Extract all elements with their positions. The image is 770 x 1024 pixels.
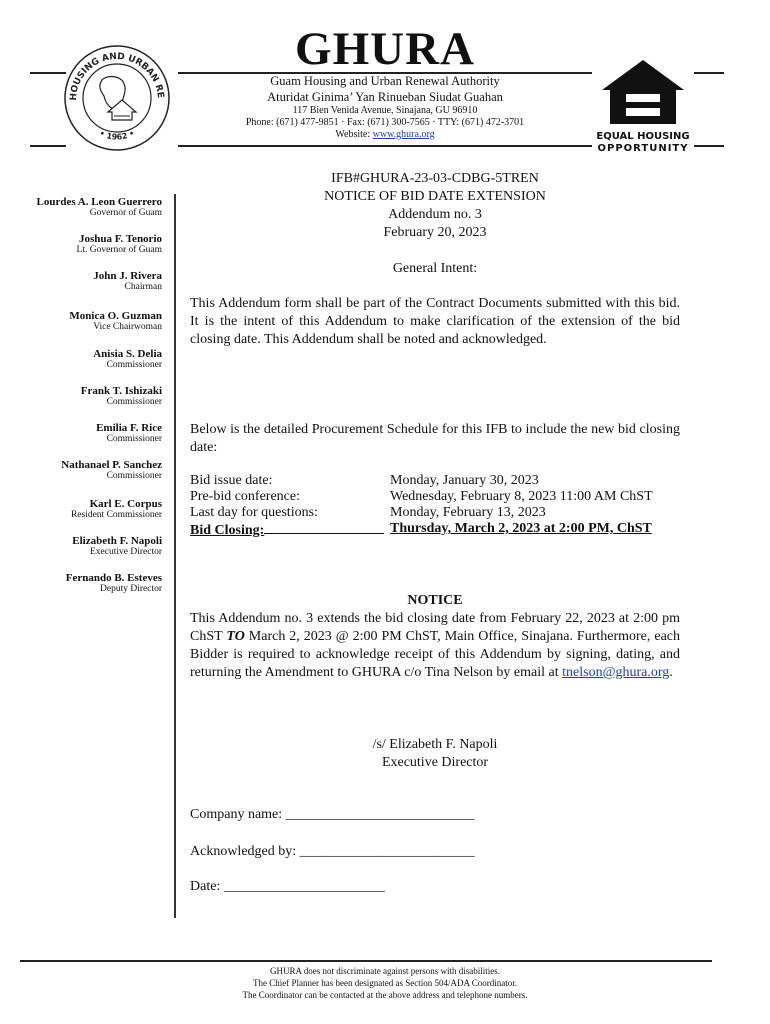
- org-name: Guam Housing and Urban Renewal Authority: [270, 74, 500, 88]
- website-link[interactable]: www.ghura.org: [372, 129, 435, 140]
- svg-text:OPPORTUNITY: OPPORTUNITY: [597, 143, 689, 154]
- header-rule-left-bottom: [30, 145, 66, 147]
- board-member-name: Emilia F. Rice: [96, 422, 162, 434]
- board-member-title: Executive Director: [89, 547, 162, 557]
- header-rule-left-top: [30, 72, 66, 74]
- company-name-field[interactable]: Company name: ___________________________: [190, 807, 475, 822]
- date-field[interactable]: Date: _______________________: [190, 879, 385, 894]
- schedule-value: Monday, February 13, 2023: [390, 505, 546, 520]
- board-member-name: Fernando B. Esteves: [65, 572, 162, 584]
- acknowledged-by-field[interactable]: Acknowledged by: _________________________: [190, 844, 475, 859]
- board-member-name: Frank T. Ishizaki: [80, 385, 162, 397]
- header-rule-right-top: [694, 72, 724, 74]
- board-member: [10, 348, 162, 370]
- board-member-name: John J. Rivera: [93, 270, 162, 282]
- header-rule-mid-bottom: [178, 145, 592, 147]
- board-member: [10, 233, 162, 255]
- board-member: [10, 196, 162, 218]
- header-rule-right-bottom: [694, 145, 724, 147]
- notice-paragraph: [190, 610, 680, 682]
- notice-text-1: This Addendum no. 3 extends the bid closing date from February 22, 2023 at 2:00 pm ChST: [190, 611, 680, 644]
- board-member-title: Commissioner: [106, 360, 162, 370]
- document-date: February 20, 2023: [383, 225, 487, 240]
- ghura-logo-text: GHURA: [295, 23, 475, 75]
- board-member: [10, 422, 162, 444]
- board-member-name: Monica O. Guzman: [69, 310, 162, 322]
- schedule-value: Wednesday, February 8, 2023 11:00 AM ChST: [390, 489, 653, 504]
- equal-housing-opportunity-logo: [596, 56, 690, 156]
- schedule-value: Monday, January 30, 2023: [390, 473, 539, 488]
- notice-title: NOTICE OF BID DATE EXTENSION: [324, 189, 546, 204]
- footer-line-2: The Chief Planner has been designated as Section 504/ADA Coordinator.: [253, 978, 517, 988]
- board-member: [10, 310, 162, 332]
- schedule-label: Pre-bid conference:: [190, 489, 300, 504]
- board-member: [10, 498, 162, 520]
- schedule-intro: Below is the detailed Procurement Schedule for this IFB to include the new bid closing date:: [190, 422, 680, 455]
- addendum-number: Addendum no. 3: [388, 207, 482, 222]
- signature-name: /s/ Elizabeth F. Napoli: [372, 737, 498, 752]
- svg-text:GUAM HOUSING AND URBAN RENEWAL: HOUSING AND URBAN RE: [68, 51, 166, 101]
- svg-text:EQUAL HOUSING: EQUAL HOUSING: [596, 131, 690, 142]
- board-member: [10, 459, 162, 481]
- org-address: 117 Bien Venida Avenue, Sinajana, GU 96910: [292, 105, 478, 116]
- intent-paragraph: This Addendum form shall be part of the Contract Documents submitted with this bid. It is the intent of this Addendum to make clarification of the extension of the bid closing date. This Addendum shall be noted and acknowledged.: [190, 296, 680, 347]
- board-member-name: Anisia S. Delia: [93, 348, 162, 360]
- board-member-name: Lourdes A. Leon Guerrero: [36, 196, 162, 208]
- signature-block: [190, 736, 680, 772]
- website-label: Website:: [335, 129, 371, 140]
- notice-text-end: .: [669, 665, 673, 680]
- board-member-title: Commissioner: [106, 434, 162, 444]
- signature-title: Executive Director: [381, 755, 489, 770]
- footer-line-1: GHURA does not discriminate against persons with disabilities.: [270, 966, 500, 976]
- board-member-name: Nathanael P. Sanchez: [61, 459, 162, 471]
- org-phone-line: Phone: (671) 477-9851 · Fax: (671) 300-7565 · TTY: (671) 472-3701: [245, 117, 525, 128]
- document-heading: [190, 170, 680, 242]
- board-member-title: Governor of Guam: [89, 208, 162, 218]
- notice-text-2: March 2, 2023 @ 2:00 PM ChST, Main Office, Sinajana. Furthermore, each Bidder is required to acknowledge receipt of this Addendum by signing, dating, and returning the Amendment to GHURA c/o Tina Nelson by email at: [190, 629, 680, 680]
- notice-to: TO: [226, 629, 245, 644]
- schedule-label-bid-closing: Bid Closing:: [190, 521, 390, 539]
- svg-text:• 1962 •: • 1962 •: [97, 128, 137, 142]
- board-member: [10, 270, 162, 292]
- general-intent-heading: General Intent:: [392, 261, 478, 276]
- board-member-title: Chairman: [124, 282, 162, 292]
- board-member-title: Deputy Director: [100, 584, 162, 594]
- board-member-title: Lt. Governor of Guam: [76, 245, 162, 255]
- schedule-label: Last day for questions:: [190, 505, 318, 520]
- board-member-title: Resident Commissioner: [70, 510, 162, 520]
- board-member: [10, 535, 162, 557]
- board-member-title: Commissioner: [106, 471, 162, 481]
- sidebar-divider: [174, 194, 176, 918]
- board-member-name: Elizabeth F. Napoli: [72, 535, 162, 547]
- org-website-line: [200, 129, 570, 140]
- notice-heading: NOTICE: [407, 593, 463, 608]
- ghura-seal-logo: [62, 40, 172, 156]
- notice-email-link[interactable]: tnelson@ghura.org: [562, 665, 670, 680]
- org-name-chamorro: Aturidat Ginima’ Yan Rinueban Siudat Guahan: [267, 90, 503, 104]
- board-member-title: Commissioner: [106, 397, 162, 407]
- board-member: [10, 385, 162, 407]
- footer-rule: [20, 960, 712, 962]
- ifb-number: IFB#GHURA-23-03-CDBG-5TREN: [331, 171, 539, 186]
- schedule-label: Bid issue date:: [190, 473, 273, 488]
- board-member: [10, 572, 162, 594]
- board-member-name: Karl E. Corpus: [89, 498, 162, 510]
- footer-line-3: The Coordinator can be contacted at the above address and telephone numbers.: [242, 990, 528, 1000]
- board-member-title: Vice Chairwoman: [93, 322, 162, 332]
- board-member-name: Joshua F. Tenorio: [78, 233, 162, 245]
- schedule-value-bid-closing: Thursday, March 2, 2023 at 2:00 PM, ChST: [390, 521, 652, 536]
